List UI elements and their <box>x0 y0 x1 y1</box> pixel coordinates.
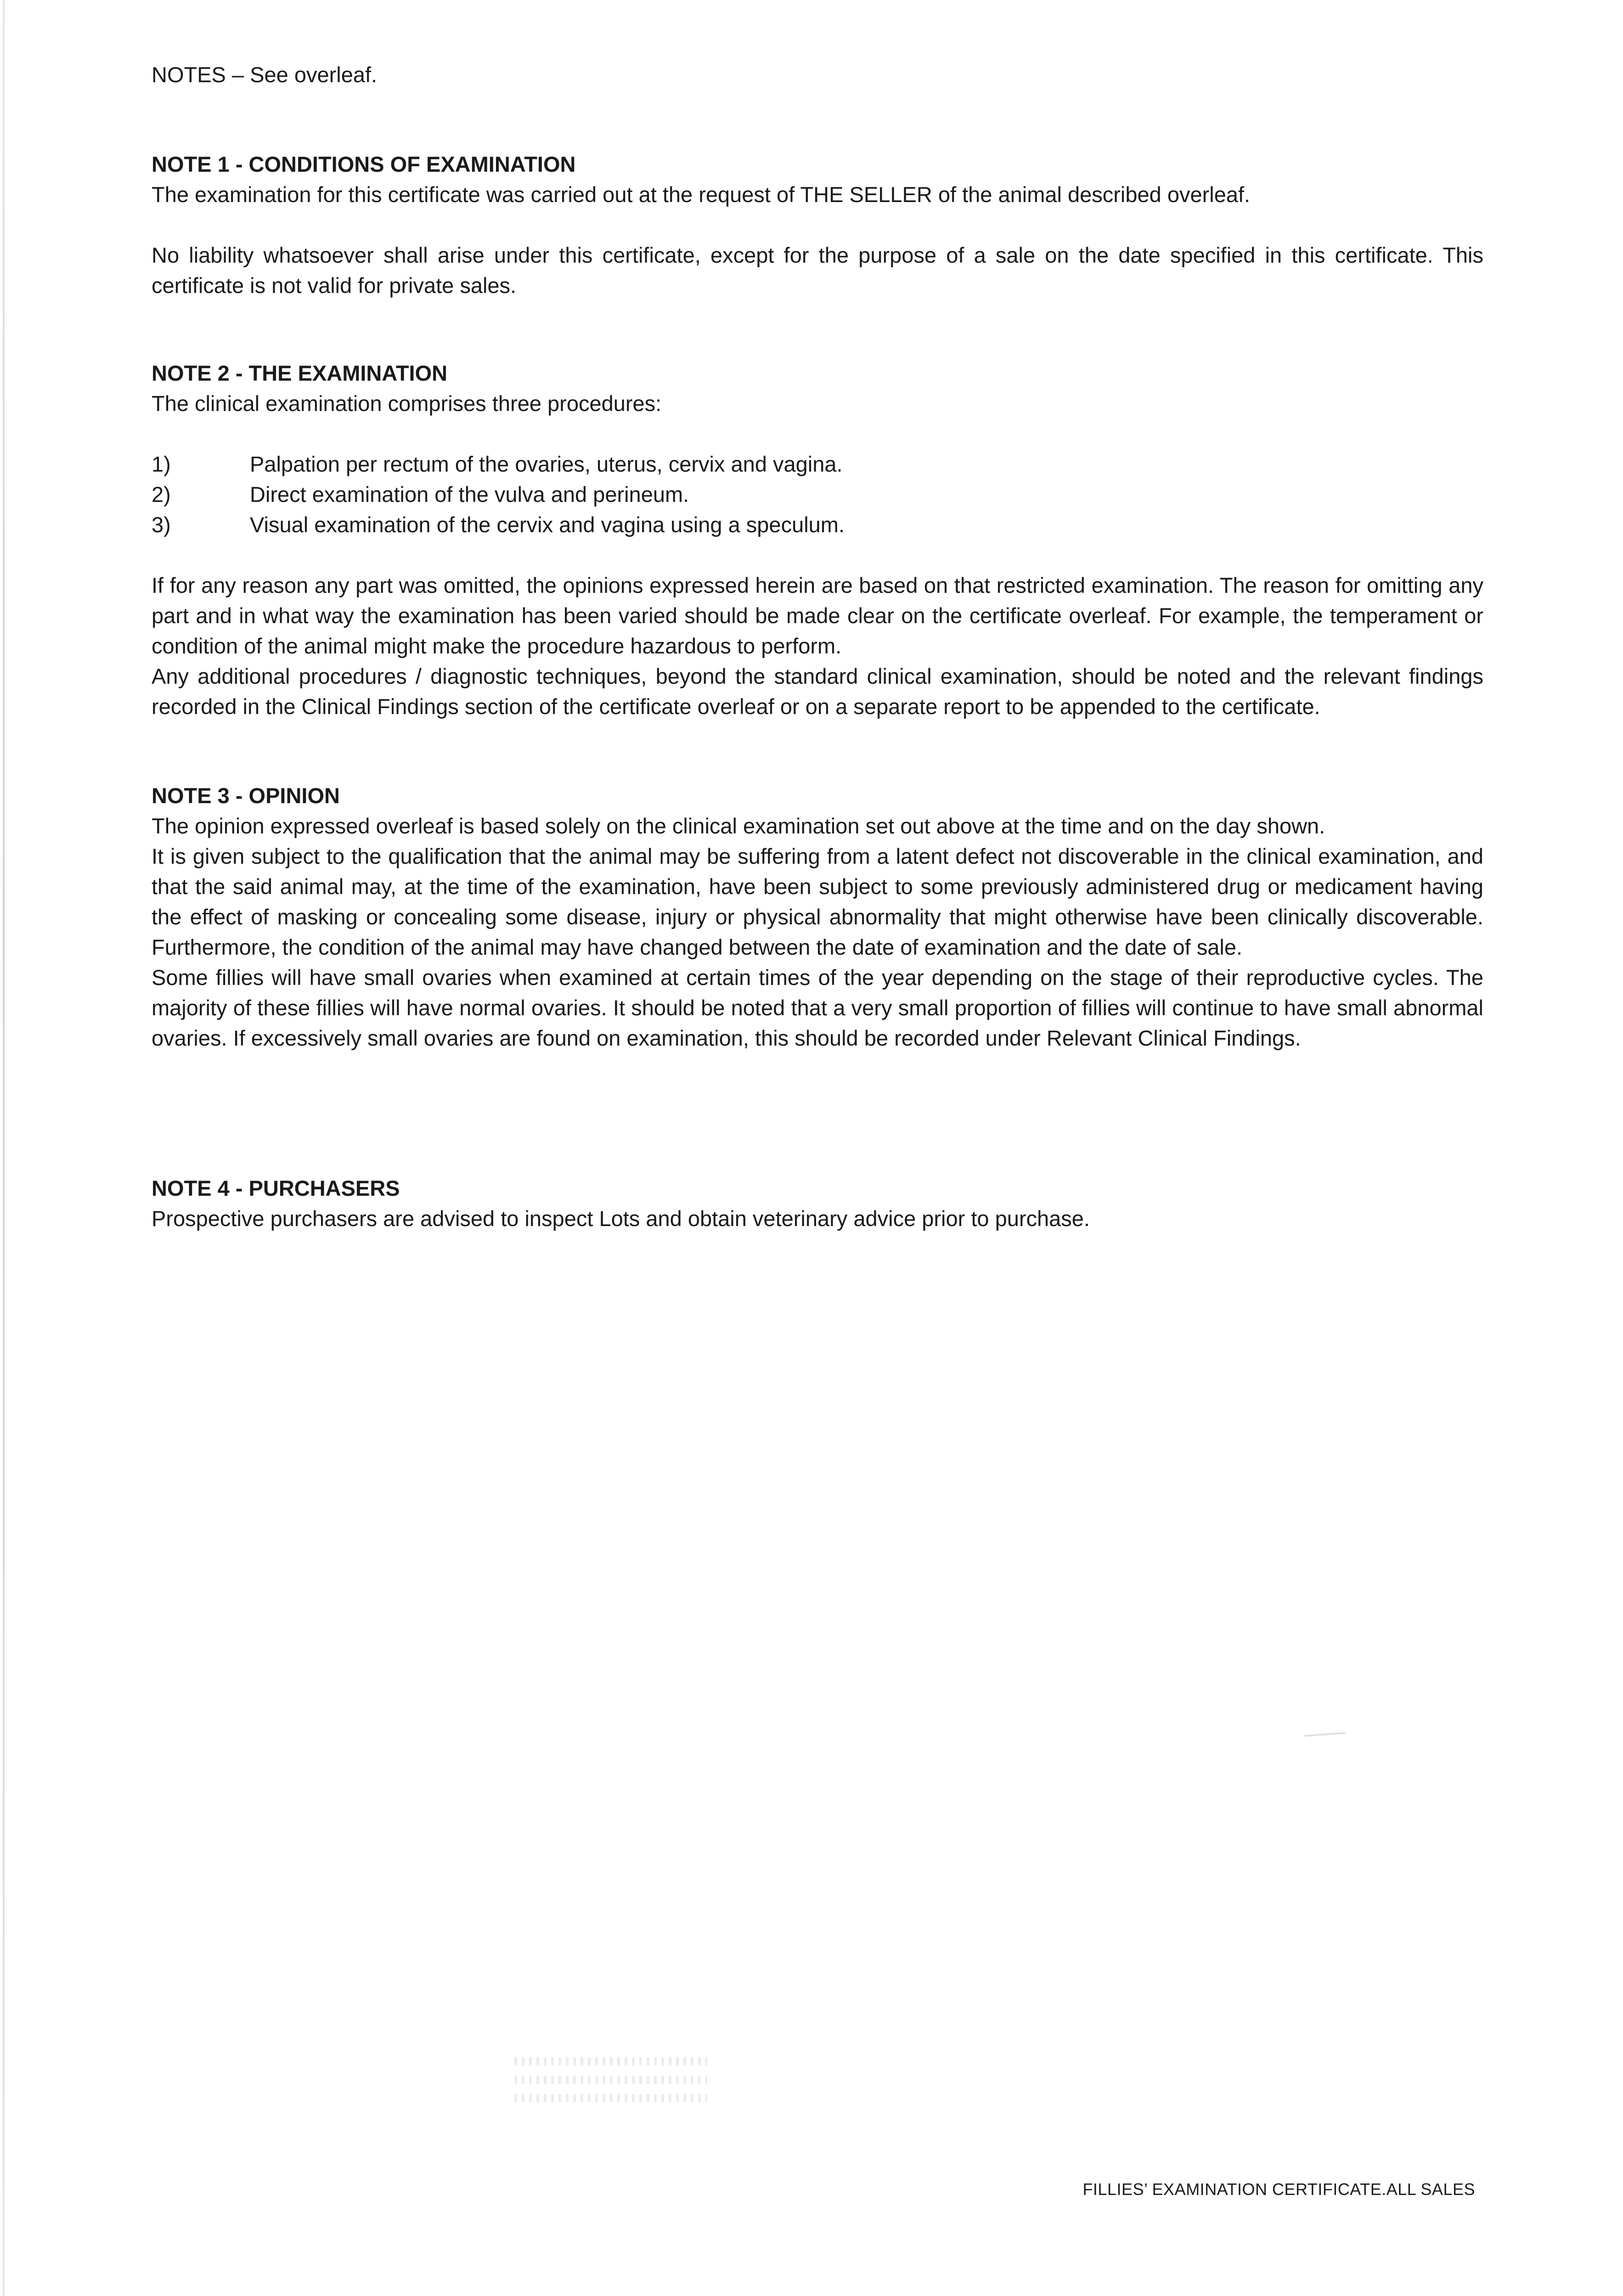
note-3-paragraph-1: The opinion expressed overleaf is based solely on the clinical examination set out above at the time and on the day shown. <box>152 814 1325 838</box>
note-2-intro: The clinical examination comprises three procedures: <box>152 391 662 416</box>
note-3-paragraph-3: Some fillies will have small ovaries when examined at certain times of the year depending on the stage of their reproductive cycles. The majority of these fillies will have normal ovaries. It should be noted that a very small proportion of fillies will continue to have small abnormal ovaries. If excessively small ovaries are found on examination, this should be recorded under Relevant Clinical Findings. <box>152 965 1483 1050</box>
note-3-section <box>152 781 1483 1053</box>
faint-stamp-image <box>514 2057 707 2108</box>
list-item-text: Direct examination of the vulva and perineum. <box>250 482 689 506</box>
scan-artifact <box>1304 1732 1346 1737</box>
procedure-list <box>152 449 1483 540</box>
scan-edge <box>3 0 5 2296</box>
list-item-text: Palpation per rectum of the ovaries, uterus, cervix and vagina. <box>250 452 843 476</box>
notes-header: NOTES – See overleaf. <box>152 62 378 87</box>
note-3-paragraph-2: It is given subject to the qualification that the animal may be suffering from a latent defect not discoverable in the clinical examination, and that the said animal may, at the time of the examination, have been subject to some previously administered drug or medicament having the effect of masking or concealing some disease, injury or physical abnormality that might otherwise have been clinically discoverable. Furthermore, the condition of the animal may have changed between the date of examination and the date of sale. <box>152 844 1483 959</box>
note-4-paragraph-1: Prospective purchasers are advised to inspect Lots and obtain veterinary advice prior to purchase. <box>152 1206 1090 1231</box>
list-item <box>152 510 1483 540</box>
note-1-section <box>152 149 1483 301</box>
list-item-text: Visual examination of the cervix and vagina using a speculum. <box>250 512 845 537</box>
note-4-section <box>152 1173 1483 1234</box>
note-2-section <box>152 358 1483 722</box>
list-item-number: 2) <box>152 482 171 506</box>
note-3-title: NOTE 3 - OPINION <box>152 783 340 808</box>
note-1-title: NOTE 1 - CONDITIONS OF EXAMINATION <box>152 152 576 176</box>
note-2-paragraph-2: Any additional procedures / diagnostic techniques, beyond the standard clinical examination, should be noted and the relevant findings recorded in the Clinical Findings section of the certificate overleaf or on a separate report to be appended to the certificate. <box>152 664 1483 719</box>
list-item-number: 1) <box>152 452 171 476</box>
list-item <box>152 479 1483 510</box>
note-1-paragraph-2: No liability whatsoever shall arise under this certificate, except for the purpose of a sale on the date specified in this certificate. This certificate is not valid for private sales. <box>152 243 1483 298</box>
note-2-paragraph-1: If for any reason any part was omitted, the opinions expressed herein are based on that restricted examination. The reason for omitting any part and in what way the examination has been varied should be made clear on the certificate overleaf. For example, the temperament or condition of the animal might make the procedure hazardous to perform. <box>152 573 1483 658</box>
note-1-paragraph-1: The examination for this certificate was carried out at the request of THE SELLER of the animal described overleaf. <box>152 182 1251 207</box>
list-item-number: 3) <box>152 512 171 537</box>
note-4-title: NOTE 4 - PURCHASERS <box>152 1176 400 1200</box>
list-item <box>152 449 1483 479</box>
note-2-title: NOTE 2 - THE EXAMINATION <box>152 361 448 385</box>
document-footer: FILLIES’ EXAMINATION CERTIFICATE.ALL SALES <box>1082 2180 1475 2199</box>
